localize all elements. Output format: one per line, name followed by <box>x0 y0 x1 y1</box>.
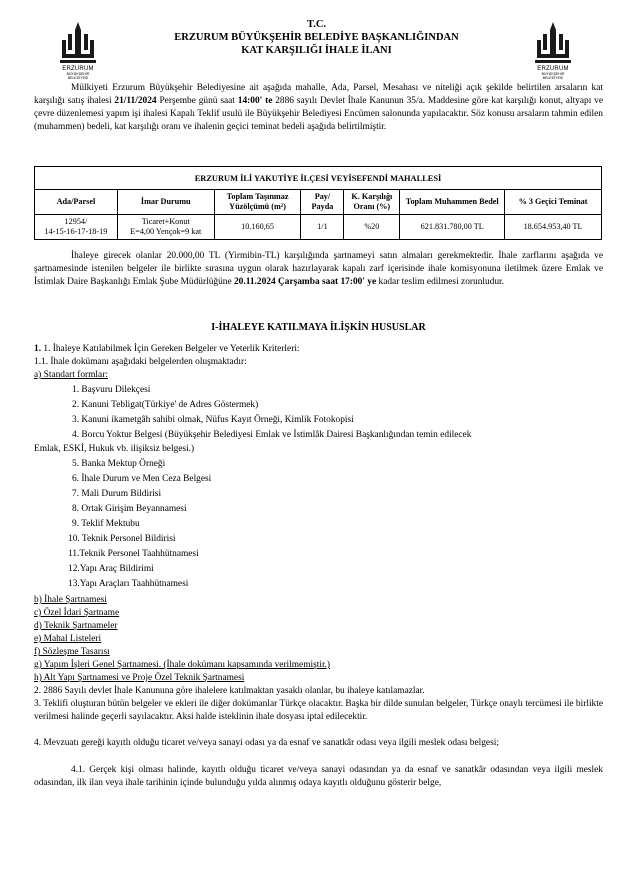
intro-paragraph: Mülkiyeti Erzurum Büyükşehir Belediyesine ait aşağıda mahalle, Ada, Parsel, Mesahası ve niteliği açık şekilde belirtilen arsaların kat karşılığı satış ihalesi 21/11/2024 Perşembe günü saat 14:00' te 2886 sayılı Devlet İhale Kanunun 35/a. Maddesine göre kat karşılığı konut, altyapı ve çevre düzenlemesi yapım işi ihalesi Kapalı Teklif usulü ile Büyükşehir Belediyesi Encümen salonunda yapılacaktır. Söz konusu arsaların tahmin edilen (muhammen) bedeli, kat karşılığı oranı ve ihalenin geçici teminat bedeli aşağıda belirtilmiştir. <box>34 83 604 132</box>
cell-ratio: %20 <box>344 215 400 240</box>
table-header-row <box>35 190 602 215</box>
list-item: 7. Mali Durum Bildirisi <box>72 489 162 499</box>
cell-area: 10.160,65 <box>214 215 301 240</box>
column-header: % 3 Geçici Teminat <box>505 190 602 215</box>
header-authority: ERZURUM BÜYÜKŞEHİR BELEDİYE BAŞKANLIĞINDAN <box>174 32 459 43</box>
header-tc: T.C. <box>306 19 327 30</box>
cell-estimated-value: 621.831.780,00 TL <box>400 215 505 240</box>
logo-caption: ERZURUM <box>62 66 94 72</box>
list-item: 4. Borcu Yoktur Belgesi (Büyükşehir Belediyesi Emlak ve İstimlâk Dairesi Başkanlığından temin edilecek <box>72 430 472 440</box>
auction-time: 14:00' te <box>237 96 273 106</box>
doc-item: d) Teknik Şartnameler <box>34 621 118 631</box>
list-item: 9. Teklif Mektubu <box>72 519 140 529</box>
list-item: 1. Başvuru Dilekçesi <box>72 385 151 395</box>
item-4-1: 4.1. Gerçek kişi olması halinde, kayıtlı olduğu ticaret ve/veya sanayi odasından ya da esnaf ve sanatkâr odasından veya ilgili meslek odasından, ilk ilan veya ihale tarihinin içinde bulunduğu yılda alınmış odaya kayıtlı olduğunu gösterir belge, <box>34 765 603 788</box>
municipality-emblem-icon <box>531 18 575 68</box>
column-header: K. Karşılığı Oranı (%) <box>344 190 400 215</box>
parcel-table <box>34 166 602 240</box>
submission-deadline: 20.11.2024 Çarşamba saat 17:00' ye <box>233 277 377 287</box>
column-header: İmar Durumu <box>117 190 214 215</box>
municipality-logo-left <box>56 18 100 78</box>
list-item: 6. İhale Durum ve Men Ceza Belgesi <box>72 474 212 484</box>
item-1: 1. 1. İhaleye Katılabilmek İçin Gereken Belgeler ve Yeterlik Kriterleri: <box>34 344 300 354</box>
cell-ada-parsel: 12954/ 14-15-16-17-18-19 <box>35 215 118 240</box>
logo-caption: ERZURUM <box>537 66 569 72</box>
cell-deposit: 18.654.953,40 TL <box>505 215 602 240</box>
logo-subcaption: BÜYÜKŞEHİR BELEDİYESİ <box>66 72 90 80</box>
submission-paragraph: İhaleye girecek olanlar 20.000,00 TL (Yirmibin-TL) karşılığında şartnameyi satın almaları gerekmektedir. İhale zarflarını aşağıda ve şartnamesinde istenilen belgeler ile birlikte sırasına uygun olarak hazırlayarak kapalı zarf içerisinde ihale komisyonuna iletilmek üzere Emlak ve İstimlak Daire Başkanlığı Emlak Şube Müdürlüğüne 20.11.2024 Çarşamba saat 17:00' ye kadar teslim edilmesi zorunludur. <box>34 251 603 287</box>
document-header <box>110 18 523 57</box>
item-1-1: 1.1. İhale dokümanı aşağıdaki belgelerden oluşmaktadır: <box>34 357 247 367</box>
header-title: KAT KARŞILIĞI İHALE İLANI <box>241 45 392 56</box>
doc-item: g) Yapım İşleri Genel Şartnamesi. (İhale dokümanı kapsamında verilmemiştir.) <box>34 660 331 670</box>
auction-date: 21/11/2024 <box>114 96 157 106</box>
section-title: I-İHALEYE KATILMAYA İLİŞKİN HUSUSLAR <box>211 322 426 333</box>
doc-item: b) İhale Şartnamesi <box>34 595 107 605</box>
doc-item: e) Mahal Listeleri <box>34 634 102 644</box>
column-header: Toplam Muhammen Bedel <box>400 190 505 215</box>
column-header: Pay/ Payda <box>301 190 344 215</box>
item-4: 4. Mevzuatı gereği kayıtlı olduğu ticaret ve/veya sanayi odası ya da esnaf ve sanatkâr odası veya ilgili meslek odası belgesi; <box>34 738 499 748</box>
municipality-logo-right <box>531 18 575 78</box>
doc-item: f) Sözleşme Tasarısı <box>34 647 110 657</box>
list-item: 11.Teknik Personel Taahhütnamesi <box>68 549 199 559</box>
logo-subcaption: BÜYÜKŞEHİR BELEDİYESİ <box>541 72 565 80</box>
item-3: 3. Teklifi oluşturan bütün belgeler ve ekleri ile diğer dokümanlar Türkçe olacaktır. Başka bir dilde sunulan belgeler, Türkçe onaylı tercümesi ile birlikte verilmesi halinde geçerli sayılacaktır. Aksi halde isteklinin ihale dosyası iptal edilecektir. <box>34 699 603 722</box>
list-item: 10. Teknik Personel Bildirisi <box>68 534 176 544</box>
cell-imar: Ticaret+Konut E=4,00 Yençok=9 kat <box>117 215 214 240</box>
table-row <box>35 215 602 240</box>
item-2: 2. 2886 Sayılı devlet İhale Kanununa göre ihalelere katılmaktan yasaklı olanlar, bu ihaleye katılamazlar. <box>34 686 425 696</box>
list-item: Emlak, ESKİ, Hukuk vb. ilişiksiz belgesi.) <box>34 444 195 454</box>
item-a: a) Standart formlar: <box>34 370 108 380</box>
column-header: Ada/Parsel <box>35 190 118 215</box>
municipality-emblem-icon <box>56 18 100 68</box>
list-item: 5. Banka Mektup Örneği <box>72 459 166 469</box>
list-item: 8. Ortak Girişim Beyannamesi <box>72 504 187 514</box>
cell-share: 1/1 <box>301 215 344 240</box>
list-item: 3. Kanuni ikametgâh sahibi olmak, Nüfus Kayıt Örneği, Kimlik Fotokopisi <box>72 415 354 425</box>
list-item: 12.Yapı Araç Bildirimi <box>68 564 154 574</box>
doc-item: h) Alt Yapı Şartnamesi ve Proje Özel Teknik Şartnamesi <box>34 673 245 683</box>
list-item: 2. Kanuni Tebligat(Türkiye' de Adres Göstermek) <box>72 400 259 410</box>
doc-item: c) Özel İdari Şartname <box>34 608 120 618</box>
table-title: ERZURUM İLİ YAKUTİYE İLÇESİ VEYİSEFENDİ MAHALLESİ <box>35 167 602 190</box>
list-item: 13.Yapı Araçları Taahhütnamesi <box>68 579 189 589</box>
column-header: Toplam Taşınmaz Yüzölçümü (m²) <box>214 190 301 215</box>
